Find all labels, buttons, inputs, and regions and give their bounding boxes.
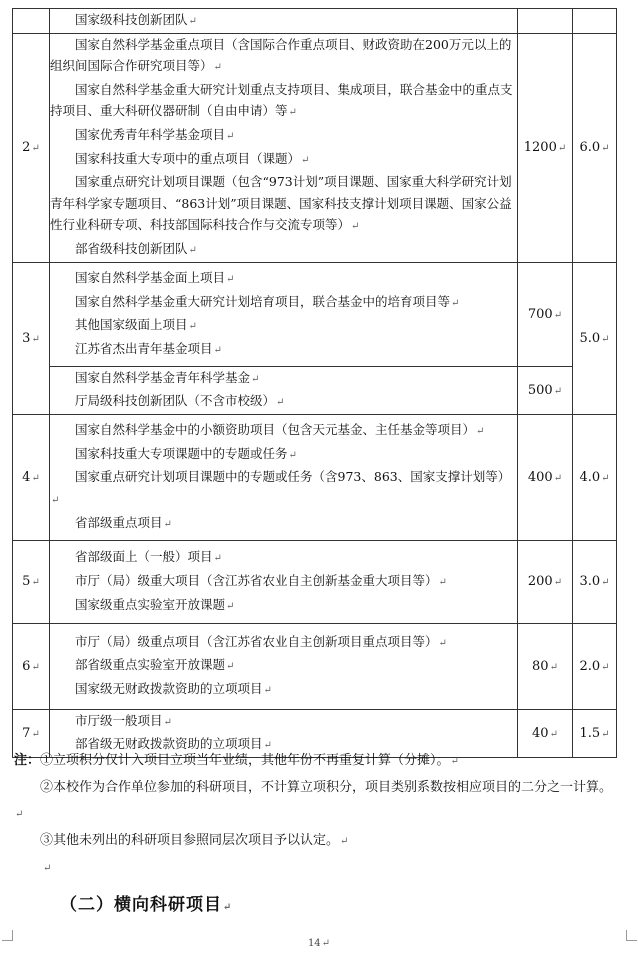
item-text: 市厅级一般项目↵ xyxy=(75,712,172,728)
item-text: 省部级重点项目↵ xyxy=(75,514,172,530)
item-text: 国家自然科学基金重点项目（含国际合作重点项目、财政资助在200万元以上的组织间国际合作研究项目等）↵ xyxy=(50,36,512,74)
note-1: 注：①立项积分仅计入项目立项当年业绩，其他年份不再重复计算（分摊）。↵ xyxy=(14,753,459,768)
note-3: ③其他未列出的科研项目参照同层次项目予以认定。↵ xyxy=(40,833,349,848)
item-text: 部省级重点实验室开放课题↵ xyxy=(75,657,235,673)
item-text: 国家科技重大专项中的重点项目（课题）↵ xyxy=(75,150,310,166)
table-notes xyxy=(14,748,618,882)
item-text: 国家级无财政拨款资助的立项项目↵ xyxy=(75,681,272,697)
item-text: 国家重点研究计划项目课题中的专题或任务（含973、863、国家支撑计划等）↵ xyxy=(51,469,511,507)
row-items xyxy=(50,414,518,540)
table-row xyxy=(13,540,617,623)
item-text: 国家自然科学基金青年科学基金↵ xyxy=(75,369,260,385)
item-text: 市厅（局）级重大项目（含江苏省农业自主创新基金重大项目等）↵ xyxy=(75,572,447,588)
amount-cell: 700↵ xyxy=(518,262,573,366)
coefficient-cell xyxy=(573,9,617,34)
item-text: 江苏省杰出青年基金项目↵ xyxy=(75,340,222,356)
amount-cell: 400↵ xyxy=(518,414,573,540)
row-items xyxy=(50,262,518,366)
row-number xyxy=(13,9,50,34)
amount-cell: 500↵ xyxy=(518,366,573,414)
item-text: 国家自然科学基金重大研究计划培育项目，联合基金中的培育项目等↵ xyxy=(75,293,460,309)
coefficient-cell: 3.0↵ xyxy=(573,540,617,623)
row-number: 5↵ xyxy=(13,540,50,623)
amount-cell: 1200↵ xyxy=(518,33,573,262)
item-text: 国家自然科学基金重大研究计划重点支持项目、集成项目，联合基金中的重点支持项目、重大科研仪器研制（自由申请）等↵ xyxy=(50,81,513,119)
amount-cell xyxy=(518,9,573,34)
row-items xyxy=(50,540,518,623)
item-text: 其他国家级面上项目↵ xyxy=(75,317,197,333)
page-number: 14↵ xyxy=(307,938,331,949)
table-row xyxy=(13,414,617,540)
row-items xyxy=(50,623,518,709)
item-text: 国家自然科学基金中的小额资助项目（包含天元基金、主任基金等项目）↵ xyxy=(75,422,485,438)
row-number: 3↵ xyxy=(13,262,50,414)
coefficient-cell: 5.0↵ xyxy=(573,262,617,414)
amount-cell: 40↵ xyxy=(518,709,573,757)
item-text: 国家优秀青年科学基金项目↵ xyxy=(75,127,235,142)
coefficient-cell: 1.5↵ xyxy=(573,709,617,757)
item-text: 厅局级科技创新团队（不含市校级）↵ xyxy=(75,393,285,409)
item-text: 国家科技重大专项课题中的专题或任务↵ xyxy=(75,445,297,461)
item-text: 省部级面上（一般）项目↵ xyxy=(75,549,222,565)
coefficient-cell: 4.0↵ xyxy=(573,414,617,540)
item-text: 部省级科技创新团队↵ xyxy=(75,240,197,256)
item-text: 市厅（局）级重点项目（含江苏省农业自主创新项目重点项目等）↵ xyxy=(75,633,447,649)
empty-paragraph: ↵ xyxy=(43,863,52,874)
project-score-table xyxy=(12,8,617,758)
row-number: 4↵ xyxy=(13,414,50,540)
row-items xyxy=(50,33,518,262)
row-number: 6↵ xyxy=(13,623,50,709)
row-items xyxy=(50,366,518,414)
coefficient-cell: 6.0↵ xyxy=(573,33,617,262)
table-row xyxy=(13,9,617,34)
amount-cell: 200↵ xyxy=(518,540,573,623)
row-items xyxy=(50,9,518,34)
table-row xyxy=(13,366,617,414)
coefficient-cell: 2.0↵ xyxy=(573,623,617,709)
note-2: ②本校作为合作单位参加的科研项目，不计算立项积分，项目类别系数按相应项目的二分之一计算。↵ xyxy=(15,780,613,820)
item-text: 国家自然科学基金面上项目↵ xyxy=(75,269,235,285)
table-row xyxy=(13,33,617,262)
item-text: 国家级重点实验室开放课题↵ xyxy=(75,596,235,612)
row-number: 2↵ xyxy=(13,33,50,262)
amount-cell: 80↵ xyxy=(518,623,573,709)
item-text: 国家级科技创新团队↵ xyxy=(75,12,197,27)
item-text: 国家重点研究计划项目课题（包含“973计划”项目课题、国家重大科学研究计划青年科学家专题项目、“863计划”项目课题、国家科技支撑计划项目课题、国家公益性行业科研专项、科技部国际科技合作与交流专项等）↵ xyxy=(50,174,512,233)
table-row xyxy=(13,623,617,709)
table-row xyxy=(13,262,617,366)
section-title: （二）横向科研项目↵ xyxy=(60,895,233,915)
item-text: 部省级无财政拨款资助的立项项目↵ xyxy=(75,736,272,752)
row-number: 7↵ xyxy=(13,709,50,757)
